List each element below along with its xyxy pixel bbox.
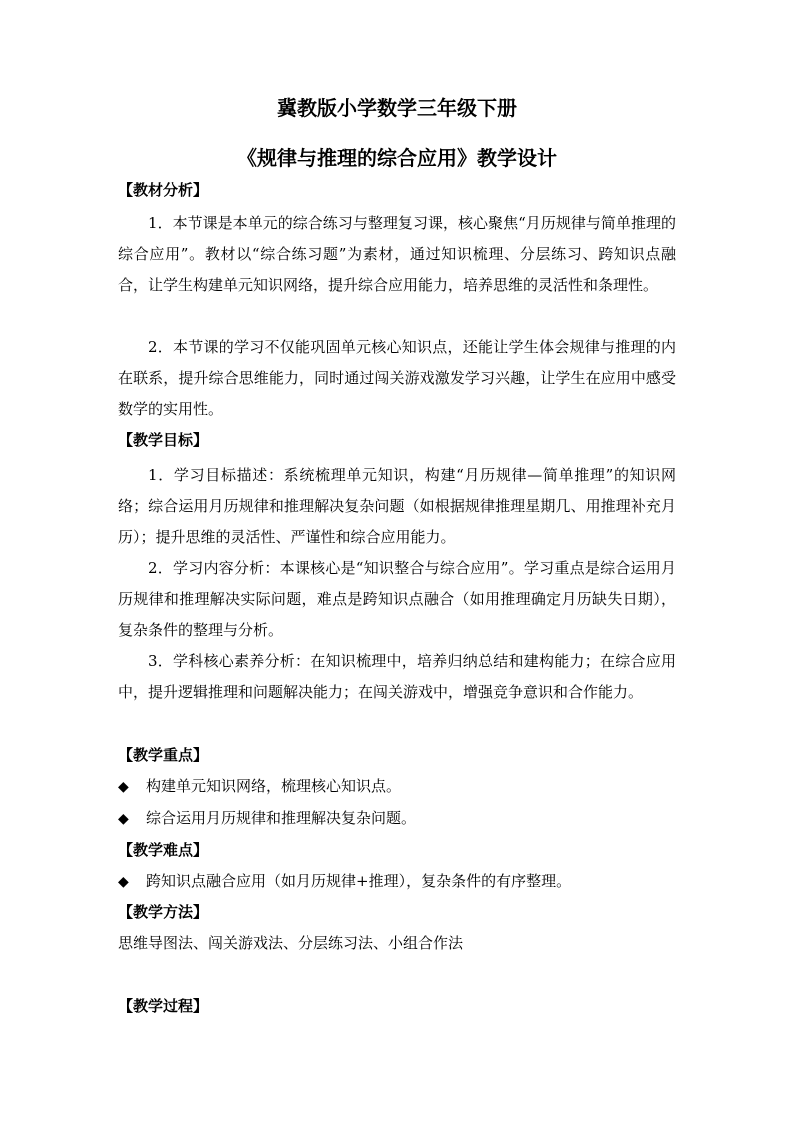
section-heading-difficulties: 【教学难点】: [118, 841, 209, 859]
goals-paragraph-1: 1．学习目标描述：系统梳理单元知识，构建“月历规律—简单推理”的知识网络；综合运用月历规律和推理解决复杂问题（如根据规律推理星期几、用推理补充月历）；提升思维的灵活性、严谨性和综合应用能力。: [118, 466, 676, 547]
goals-paragraph-3: 3．学科核心素养分析：在知识梳理中，培养归纳总结和建构能力；在综合应用中，提升逻辑推理和问题解决能力；在闯关游戏中，增强竞争意识和合作能力。: [118, 652, 676, 702]
section-heading-key-points: 【教学重点】: [118, 746, 209, 764]
key-point-text: 综合运用月历规律和推理解决复杂问题。: [146, 809, 417, 827]
goals-paragraph-2: 2．学习内容分析：本课核心是“知识整合与综合应用”。学习重点是综合运用月历规律和推理解决实际问题，难点是跨知识点融合（如用推理确定月历缺失日期），复杂条件的整理与分析。: [118, 559, 676, 640]
diamond-bullet-icon: ◆: [118, 874, 129, 890]
key-point-item: [118, 776, 678, 797]
analysis-paragraph-1: 1．本节课是本单元的综合练习与整理复习课，核心聚焦“月历规律与简单推理的综合应用”。教材以“综合练习题”为素材，通过知识梳理、分层练习、跨知识点融合，让学生构建单元知识网络，提升综合应用能力，培养思维的灵活性和条理性。: [118, 214, 676, 295]
section-heading-analysis: 【教材分析】: [118, 181, 209, 199]
document-subtitle: 《规律与推理的综合应用》教学设计: [237, 146, 557, 170]
section-heading-goals: 【教学目标】: [118, 431, 209, 449]
key-point-item: [118, 808, 678, 829]
diamond-bullet-icon: ◆: [118, 811, 129, 827]
analysis-paragraph-2: 2．本节课的学习不仅能巩固单元核心知识点，还能让学生体会规律与推理的内在联系，提升综合思维能力，同时通过闯关游戏激发学习兴趣，让学生在应用中感受数学的实用性。: [118, 338, 676, 419]
difficulty-text: 跨知识点融合应用（如月历规律+推理），复杂条件的有序整理。: [146, 872, 572, 890]
difficulty-item: [118, 871, 678, 892]
key-point-text: 构建单元知识网络，梳理核心知识点。: [146, 777, 402, 795]
methods-text: 思维导图法、闯关游戏法、分层练习法、小组合作法: [118, 934, 464, 952]
section-heading-methods: 【教学方法】: [118, 903, 209, 921]
diamond-bullet-icon: ◆: [118, 779, 129, 795]
document-title: 冀教版小学数学三年级下册: [277, 96, 517, 120]
section-heading-process: 【教学过程】: [118, 997, 209, 1015]
